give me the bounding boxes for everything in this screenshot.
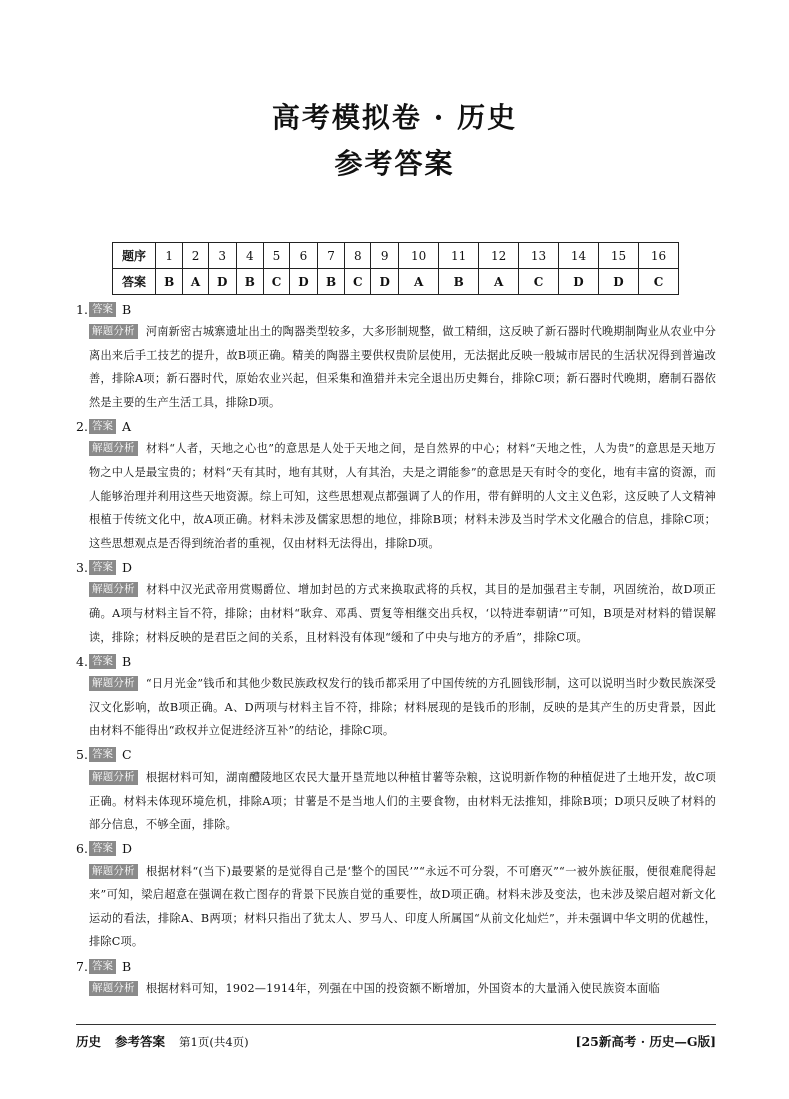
answer-table	[112, 242, 679, 295]
analysis-tag: 解题分析	[89, 864, 138, 879]
question-number-cell: 12	[479, 243, 519, 269]
answer-cell: D	[371, 269, 399, 295]
analysis-paragraph	[76, 578, 716, 649]
analysis-tag: 解题分析	[89, 441, 138, 456]
answer-item	[76, 744, 716, 837]
answer-tag: 答案	[89, 959, 116, 974]
analysis-tag: 解题分析	[89, 981, 138, 996]
answer-line	[76, 415, 716, 437]
answer-line	[76, 838, 716, 860]
question-number-cell: 13	[519, 243, 559, 269]
question-number-row	[113, 243, 679, 269]
question-number-cell: 9	[371, 243, 399, 269]
question-number-cell: 2	[183, 243, 208, 269]
footer-subject: 历史	[76, 1034, 102, 1049]
analysis-text: 材料中汉光武帝用赏赐爵位、增加封邑的方式来换取武将的兵权，其目的是加强君主专制，巩固统治，故D项正确。A项与材料主旨不符，排除；由材料“耿弇、邓禹、贾复等相继交出兵权，‘以特进奉朝请’”可知，B项是对材料的错误解读，排除；材料反映的是君臣之间的关系，且材料没有体现“缓和了中央与地方的矛盾”，排除C项。	[89, 583, 716, 644]
footer-edition: [25新高考 · 历史—G版]	[575, 1034, 716, 1049]
row-label-question: 题序	[113, 243, 156, 269]
answer-line	[76, 744, 716, 766]
question-number-cell: 3	[208, 243, 236, 269]
analysis-tag: 解题分析	[89, 582, 138, 597]
answer-tag: 答案	[89, 419, 116, 434]
answer-tag: 答案	[89, 560, 116, 575]
question-number-cell: 1	[156, 243, 183, 269]
analysis-text: “日月光金”钱币和其他少数民族政权发行的钱币都采用了中国传统的方孔圆钱形制，这可以说明当时少数民族深受汉文化影响，故B项正确。A、D两项与材料主旨不符，排除；材料展现的是钱币的形制，反映的是其产生的历史背景，因此由材料不能得出“政权并立促进经济互补”的结论，排除C项。	[89, 677, 716, 738]
answer-cell: B	[439, 269, 479, 295]
answer-cell: B	[236, 269, 263, 295]
answer-cell: C	[264, 269, 290, 295]
analysis-tag: 解题分析	[89, 770, 138, 785]
answer-letter: B	[122, 958, 132, 974]
item-number: 5.	[76, 747, 88, 763]
item-number: 3.	[76, 559, 88, 575]
answer-letter: D	[122, 559, 133, 575]
answer-item	[76, 955, 716, 1001]
answer-cell: D	[559, 269, 599, 295]
footer-label: 参考答案	[115, 1034, 166, 1049]
analysis-text: 根据材料“(当下)最要紧的是觉得自己是‘整个的国民’”“永远不可分裂，不可磨灭”“一被外族征服，便很难爬得起来”可知，梁启超意在强调在救亡图存的背景下民族自觉的重要性，故D项正确。材料未涉及变法，也未涉及梁启超对新文化运动的看法，排除A、B两项；材料只指出了犹太人、罗马人、印度人所属国“从前文化灿烂”，并未强调中华文明的优越性，排除C项。	[89, 864, 716, 949]
answer-cell: D	[208, 269, 236, 295]
page-footer	[76, 1032, 716, 1050]
item-number: 2.	[76, 418, 88, 434]
answer-item	[76, 415, 716, 555]
answer-letter: B	[122, 653, 132, 669]
analysis-paragraph	[76, 320, 716, 414]
item-number: 7.	[76, 958, 88, 974]
question-number-cell: 11	[439, 243, 479, 269]
footer-divider	[76, 1024, 716, 1025]
analysis-paragraph	[76, 437, 716, 555]
question-number-cell: 7	[317, 243, 344, 269]
analysis-paragraph	[76, 860, 716, 954]
question-number-cell: 8	[345, 243, 371, 269]
answer-item	[76, 556, 716, 649]
question-number-cell: 10	[399, 243, 439, 269]
item-number: 1.	[76, 301, 88, 317]
answer-item	[76, 650, 716, 743]
answer-tag: 答案	[89, 302, 116, 317]
answer-cell: C	[345, 269, 371, 295]
answer-cell: B	[156, 269, 183, 295]
answer-cell: A	[399, 269, 439, 295]
item-number: 6.	[76, 841, 88, 857]
question-number-cell: 4	[236, 243, 263, 269]
row-label-answer: 答案	[113, 269, 156, 295]
answer-cell: B	[317, 269, 344, 295]
analysis-paragraph	[76, 977, 716, 1001]
answer-line	[76, 298, 716, 320]
question-number-cell: 15	[598, 243, 638, 269]
answer-line	[76, 556, 716, 578]
answer-cell: A	[479, 269, 519, 295]
analysis-tag: 解题分析	[89, 676, 138, 691]
answer-letter: C	[122, 747, 132, 763]
answer-item	[76, 298, 716, 414]
answer-tag: 答案	[89, 747, 116, 762]
question-number-cell: 5	[264, 243, 290, 269]
answer-cell: D	[289, 269, 317, 295]
analysis-paragraph	[76, 672, 716, 743]
answer-letter: D	[122, 841, 133, 857]
analysis-text: 根据材料可知，1902—1914年，列强在中国的投资额不断增加，外国资本的大量涌入使民族资本面临	[145, 982, 660, 996]
question-number-cell: 16	[638, 243, 678, 269]
question-number-cell: 14	[559, 243, 599, 269]
answer-row	[113, 269, 679, 295]
answer-line	[76, 955, 716, 977]
analysis-tag: 解题分析	[89, 324, 138, 339]
page-subtitle: 参考答案	[334, 147, 455, 180]
answer-tag: 答案	[89, 841, 116, 856]
answer-item	[76, 838, 716, 954]
answer-line	[76, 650, 716, 672]
analysis-text: 根据材料可知，湖南醴陵地区农民大量开垦荒地以种植甘薯等杂粮，这说明新作物的种植促进了土地开发，故C项正确。材料未体现环境危机，排除A项；甘薯是不是当地人们的主要食物，由材料无法推知，排除B项；D项只反映了材料的部分信息，不够全面，排除。	[89, 770, 716, 832]
answer-letter: A	[122, 418, 132, 434]
question-number-cell: 6	[289, 243, 317, 269]
answer-tag: 答案	[89, 654, 116, 669]
answer-cell: C	[519, 269, 559, 295]
analysis-text: 材料“人者，天地之心也”的意思是人处于天地之间，是自然界的中心；材料“天地之性，人为贵”的意思是天地万物之中人是最宝贵的；材料“天有其时，地有其财，人有其治，夫是之谓能参”的意思是天有时令的变化，地有丰富的资源，而人能够治理并利用这些天地资源。综上可知，这些思想观点都强调了人的作用，带有鲜明的人文主义色彩，这反映了人文精神根植于传统文化中，故A项正确。材料未涉及儒家思想的地位，排除B项；材料未涉及当时学术文化融合的信息，排除C项；这些思想观点是否得到统治者的重视，仅由材料无法得出，排除D项。	[89, 442, 716, 550]
item-number: 4.	[76, 653, 88, 669]
page-title: 高考模拟卷 · 历史	[271, 101, 518, 134]
answer-cell: D	[598, 269, 638, 295]
answer-cell: A	[183, 269, 208, 295]
answer-letter: B	[122, 301, 132, 317]
analysis-paragraph	[76, 766, 716, 837]
footer-page-number: 第1页(共4页)	[179, 1035, 249, 1049]
analysis-text: 河南新密古城寨遗址出土的陶器类型较多，大多形制规整，做工精细，这反映了新石器时代晚期制陶业从农业中分离出来后手工技艺的提升，故B项正确。精美的陶器主要供权贵阶层使用，无法据此反映一般城市居民的生活状况得到普遍改善，排除A项；新石器时代，原始农业兴起，但采集和渔猎并未完全退出历史舞台，排除C项；新石器时代晚期，磨制石器依然是主要的生产生活工具，排除D项。	[89, 325, 716, 409]
answer-list	[76, 298, 716, 1002]
answer-cell: C	[638, 269, 678, 295]
